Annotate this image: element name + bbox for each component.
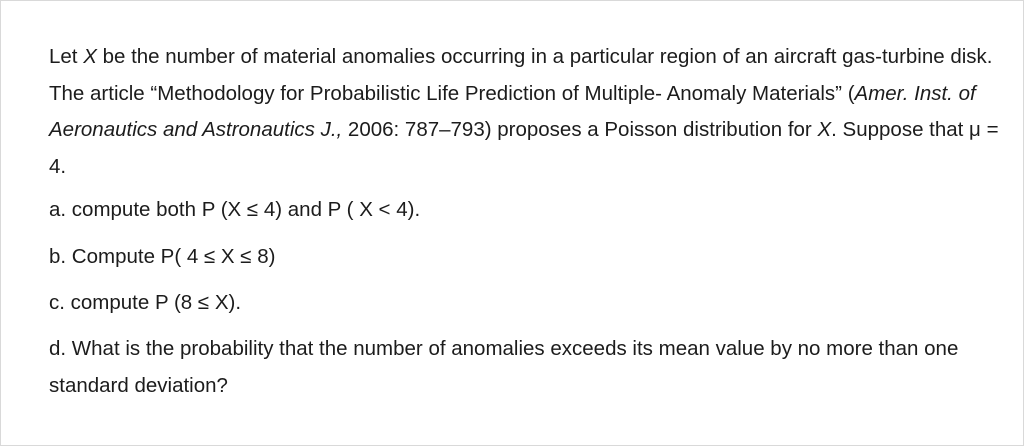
variable-x-2: X xyxy=(817,118,832,141)
question-a: a. compute both P (X ≤ 4) and P ( X < 4). xyxy=(49,198,421,221)
question-c: c. compute P (8 ≤ X). xyxy=(49,291,242,314)
intro-text-4: . Suppose that μ = 4. xyxy=(49,118,999,178)
intro-text-3: 2006: 787–793) proposes a Poisson distribution for xyxy=(342,118,818,141)
question-content xyxy=(49,39,1009,404)
question-d: d. What is the probability that the number of anomalies exceeds its mean value by no more than one standard deviation? xyxy=(49,337,959,397)
variable-x: X xyxy=(83,45,97,68)
journal-name: Amer. Inst. of Aeronautics and Astronautics J., xyxy=(49,81,976,141)
problem-intro xyxy=(49,39,1009,185)
intro-text-2: be the number of material anomalies occurring in a particular region of an aircraft gas-turbine disk. The article “Methodology for Probabilistic Life Prediction of Multiple- Anomaly Materials” ( xyxy=(49,45,993,105)
intro-text-1: Let xyxy=(49,45,84,68)
question-b: b. Compute P( 4 ≤ X ≤ 8) xyxy=(49,245,276,268)
